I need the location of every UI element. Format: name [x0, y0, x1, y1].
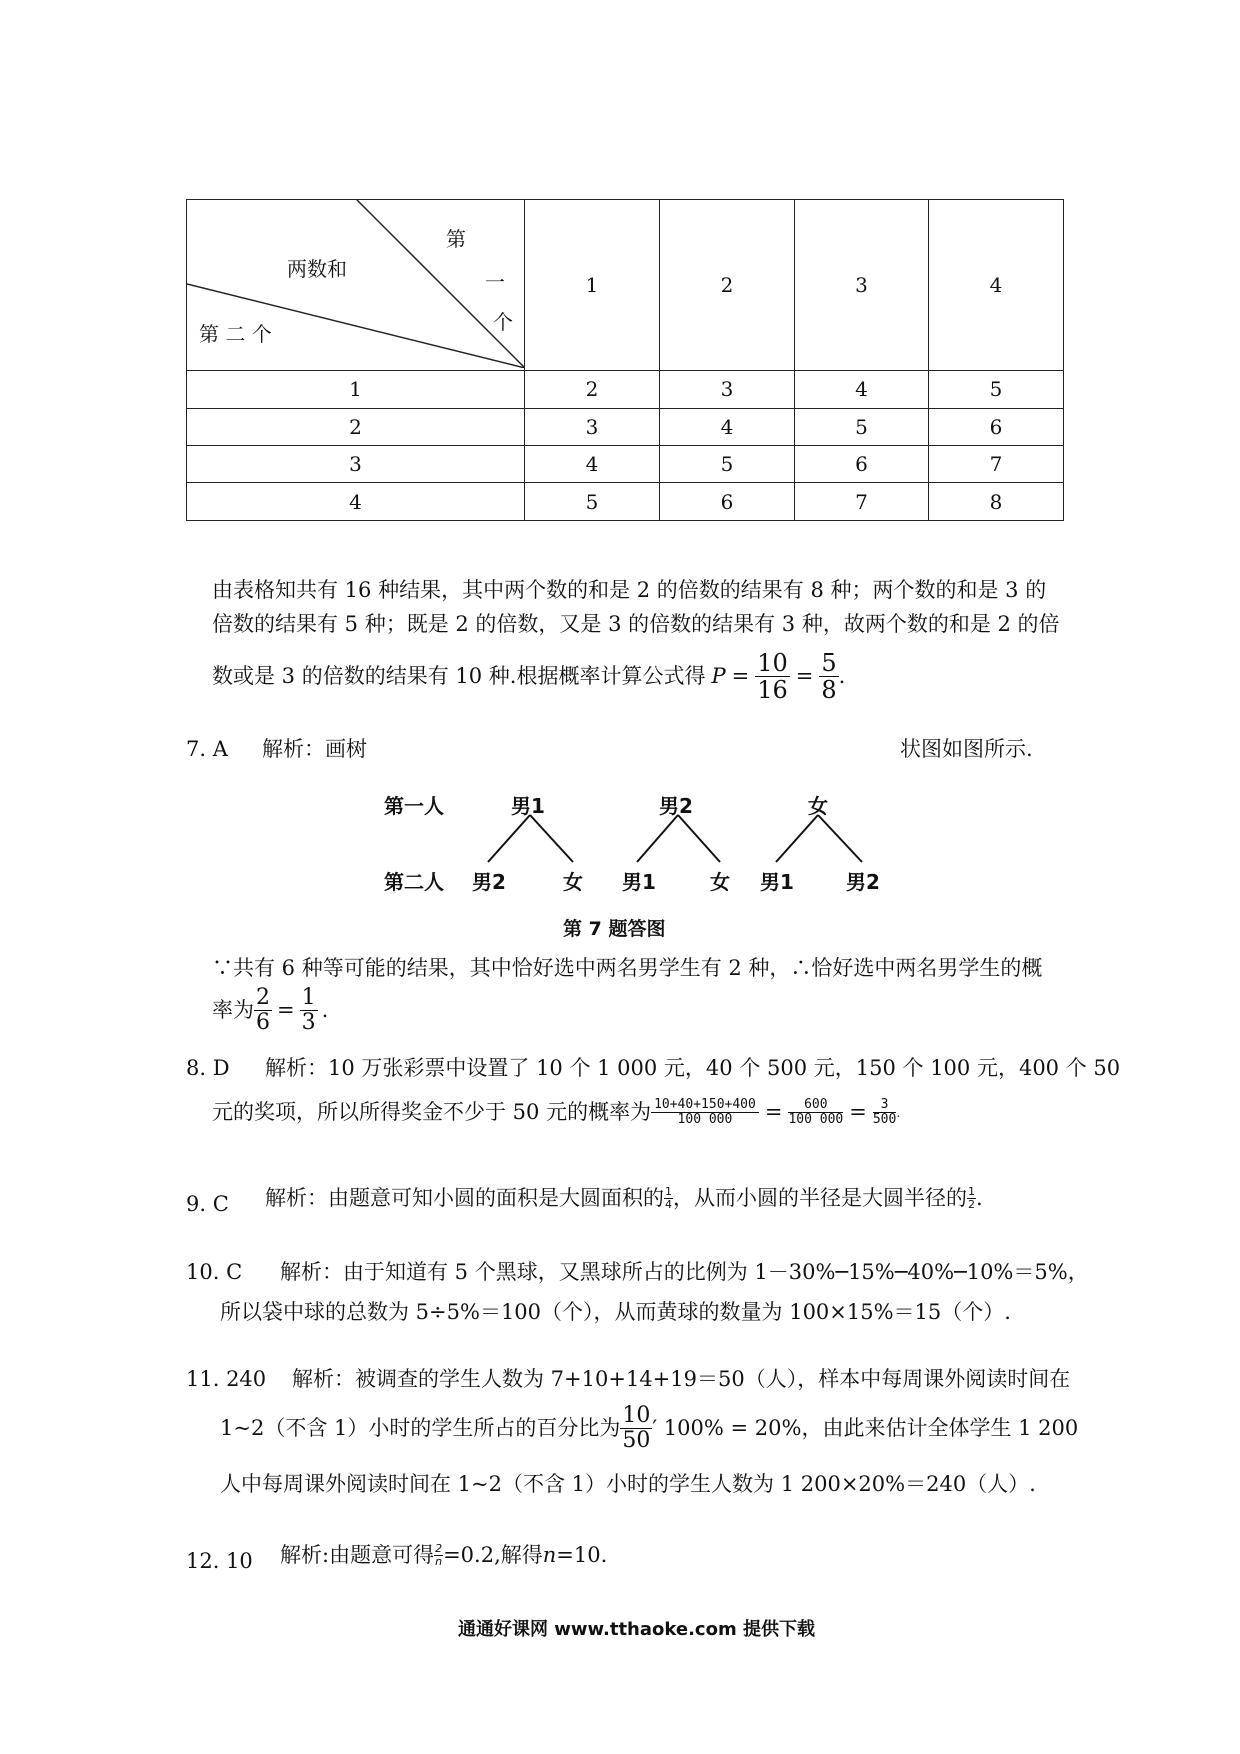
table-cell: 4: [795, 371, 929, 408]
q9-text-2: ，从而小圆的半径是大圆半径的: [673, 1186, 967, 1211]
q11-number: 11. 240: [186, 1367, 267, 1391]
q6-period: .: [838, 664, 846, 689]
fraction-denominator: 500: [872, 1112, 897, 1128]
q6-line-1: 由表格知共有 16 种结果，其中两个数的和是 2 的倍数的结果有 8 种；两个数的和是 3 的: [212, 578, 1047, 602]
q11-line-3: 人中每周课外阅读时间在 1~2（不含 1）小时的学生人数为 1 200×20%＝240（人）.: [220, 1472, 1036, 1496]
q9-fraction-1-4: [664, 1186, 673, 1211]
q9-fraction-1-2: [967, 1186, 976, 1211]
q8-fraction-3: [873, 1098, 896, 1128]
col-header: 3: [795, 200, 929, 371]
fraction-numerator: 2: [435, 1542, 443, 1555]
q8-line-1: 解析：10 万张彩票中设置了 10 个 1 000 元，40 个 500 元，150 个 100 元，400 个 50: [265, 1056, 1121, 1080]
fraction-numerator: 1: [301, 985, 316, 1010]
q10-line-2: 所以袋中球的总数为 5÷5%＝100（个），从而黄球的数量为 100×15%＝15（个）.: [220, 1300, 1011, 1324]
fraction-numerator: 1: [665, 1185, 672, 1198]
fraction-denominator: n: [435, 1555, 443, 1569]
q11-fraction-10-50: [620, 1404, 652, 1453]
q7-equals: =: [277, 998, 295, 1023]
q8-line-2-text: 元的奖项，所以所得奖金不少于 50 元的概率为: [212, 1100, 652, 1125]
q11-line-2-suffix: ′ 100% = 20%，由此来估计全体学生 1 200: [652, 1416, 1079, 1441]
table-cell: 7: [929, 446, 1064, 483]
fraction-denominator: 50: [622, 1428, 651, 1454]
fraction-denominator: 4: [665, 1198, 672, 1212]
fraction-numerator: 2: [256, 985, 270, 1010]
q8-number: 8. D: [186, 1056, 230, 1080]
q8-fraction-1: [651, 1098, 759, 1128]
q6-p-symbol: P: [711, 664, 726, 689]
row-label: 2: [187, 408, 525, 445]
row-label: 3: [187, 446, 525, 483]
q11-line-2: [220, 1404, 1078, 1453]
q9-number: 9. C: [186, 1192, 229, 1216]
table-cell: 4: [525, 446, 660, 483]
fraction-denominator: 3: [301, 1010, 316, 1036]
fraction-denominator: 100 000: [677, 1112, 733, 1128]
q6-equals-2: =: [795, 664, 814, 689]
table-cell: 5: [660, 446, 795, 483]
row-label: 1: [187, 371, 525, 408]
tree-child-node: 女: [710, 870, 730, 894]
q8-equals-2: =: [849, 1100, 867, 1125]
fraction-denominator: 8: [821, 676, 837, 705]
q8-fraction-2: [788, 1098, 843, 1128]
tree-row2-label: 第二人: [384, 870, 444, 894]
fraction-numerator: 600: [788, 1098, 843, 1113]
fraction-numerator: 10: [622, 1403, 651, 1428]
q11-line-2-text: 1~2（不含 1）小时的学生所占的百分比为: [220, 1416, 621, 1441]
table-cell: 5: [525, 483, 660, 521]
tree-child-node: 女: [563, 870, 583, 894]
q12-text-2: =0.2,解得: [443, 1543, 543, 1568]
header-first-char-3: 个: [493, 310, 513, 334]
row-label: 4: [187, 483, 525, 521]
page-footer: 通通好课网 www.tthaoke.com 提供下载: [458, 1619, 815, 1640]
table-cell: 5: [795, 408, 929, 445]
col-header: 2: [660, 200, 795, 371]
fraction-denominator: 6: [256, 1010, 270, 1036]
col-header: 4: [929, 200, 1064, 371]
tree-parent-node: 男2: [659, 794, 693, 818]
fraction-denominator: 16: [757, 676, 788, 705]
q7-number: 7. A: [186, 737, 228, 761]
q7-period: .: [321, 998, 329, 1023]
q7-analysis-tail: 状图如图所示.: [900, 737, 1033, 761]
col-header: 1: [525, 200, 660, 371]
q6-line-3-text: 数或是 3 的倍数的结果有 10 种.根据概率计算公式得: [212, 664, 706, 689]
tree-parent-node: 女: [808, 794, 828, 818]
q12-text-1: 解析:由题意可得: [280, 1543, 435, 1568]
q9-text-1: 解析：由题意可知小圆的面积是大圆面积的: [265, 1186, 664, 1211]
q9-period: .: [976, 1186, 983, 1211]
q7-line-1: ∵共有 6 种等可能的结果，其中恰好选中两名男学生有 2 种，∴恰好选中两名男学生的概: [212, 956, 1043, 980]
q7-line-2: [212, 986, 328, 1035]
q11-line-1: 解析：被调查的学生人数为 7+10+14+19＝50（人），样本中每周课外阅读时间在: [292, 1367, 1071, 1391]
q12-line: [280, 1543, 607, 1568]
fraction-numerator: 10: [757, 649, 788, 677]
q7-analysis: 解析：画树: [262, 737, 367, 761]
tree-child-node: 男1: [760, 870, 794, 894]
table-cell: 6: [795, 446, 929, 483]
tree-child-node: 男1: [622, 870, 656, 894]
table-cell: 6: [929, 408, 1064, 445]
tree-row1-label: 第一人: [384, 794, 444, 818]
tree-caption: 第 7 题答图: [563, 918, 666, 940]
q7-fraction-2-6: [254, 986, 272, 1035]
fraction-denominator: 100 000: [788, 1112, 844, 1128]
header-first-char-2: 一: [485, 270, 505, 294]
q8-equals: =: [764, 1100, 783, 1125]
q6-line-2: 倍数的结果有 5 种；既是 2 的倍数，又是 3 的倍数的结果有 3 种，故两个数的和是 2 的倍: [212, 612, 1060, 636]
header-second-label: 第 二 个: [199, 322, 272, 346]
fraction-denominator: 2: [968, 1198, 975, 1212]
header-sum-label: 两数和: [287, 257, 347, 281]
q12-text-3: =10.: [556, 1543, 608, 1568]
table-cell: 8: [929, 483, 1064, 521]
table-cell: 5: [929, 371, 1064, 408]
q8-period: .: [896, 1105, 901, 1120]
q10-line-1: 解析：由于知道有 5 个黑球，又黑球所占的比例为 1－30%─15%─40%─10%＝5%，: [280, 1260, 1089, 1284]
tree-child-node: 男2: [846, 870, 880, 894]
tree-child-node: 男2: [472, 870, 506, 894]
table-cell: 3: [660, 371, 795, 408]
fraction-numerator: 1: [968, 1185, 975, 1198]
q12-number: 12. 10: [186, 1549, 253, 1573]
table-cell: 4: [660, 408, 795, 445]
q8-line-2: [212, 1098, 900, 1128]
q7-line-2-text: 率为: [212, 998, 254, 1023]
q12-variable-n: n: [542, 1543, 557, 1568]
q10-number: 10. C: [186, 1260, 243, 1284]
tree-parent-node: 男1: [511, 794, 545, 818]
q12-fraction-2-n: [434, 1543, 443, 1568]
fraction-numerator: 3: [873, 1098, 896, 1113]
table-cell: 2: [525, 371, 660, 408]
fraction-numerator: 5: [821, 649, 837, 677]
q7-fraction-1-3: [300, 986, 318, 1035]
table-cell: 3: [525, 408, 660, 445]
fraction-numerator: 10+40+150+400: [651, 1098, 759, 1113]
q6-equals: =: [731, 664, 750, 689]
table-cell: 6: [660, 483, 795, 521]
q9-line: [265, 1186, 983, 1211]
header-first-char-1: 第: [446, 227, 466, 251]
table-cell: 7: [795, 483, 929, 521]
